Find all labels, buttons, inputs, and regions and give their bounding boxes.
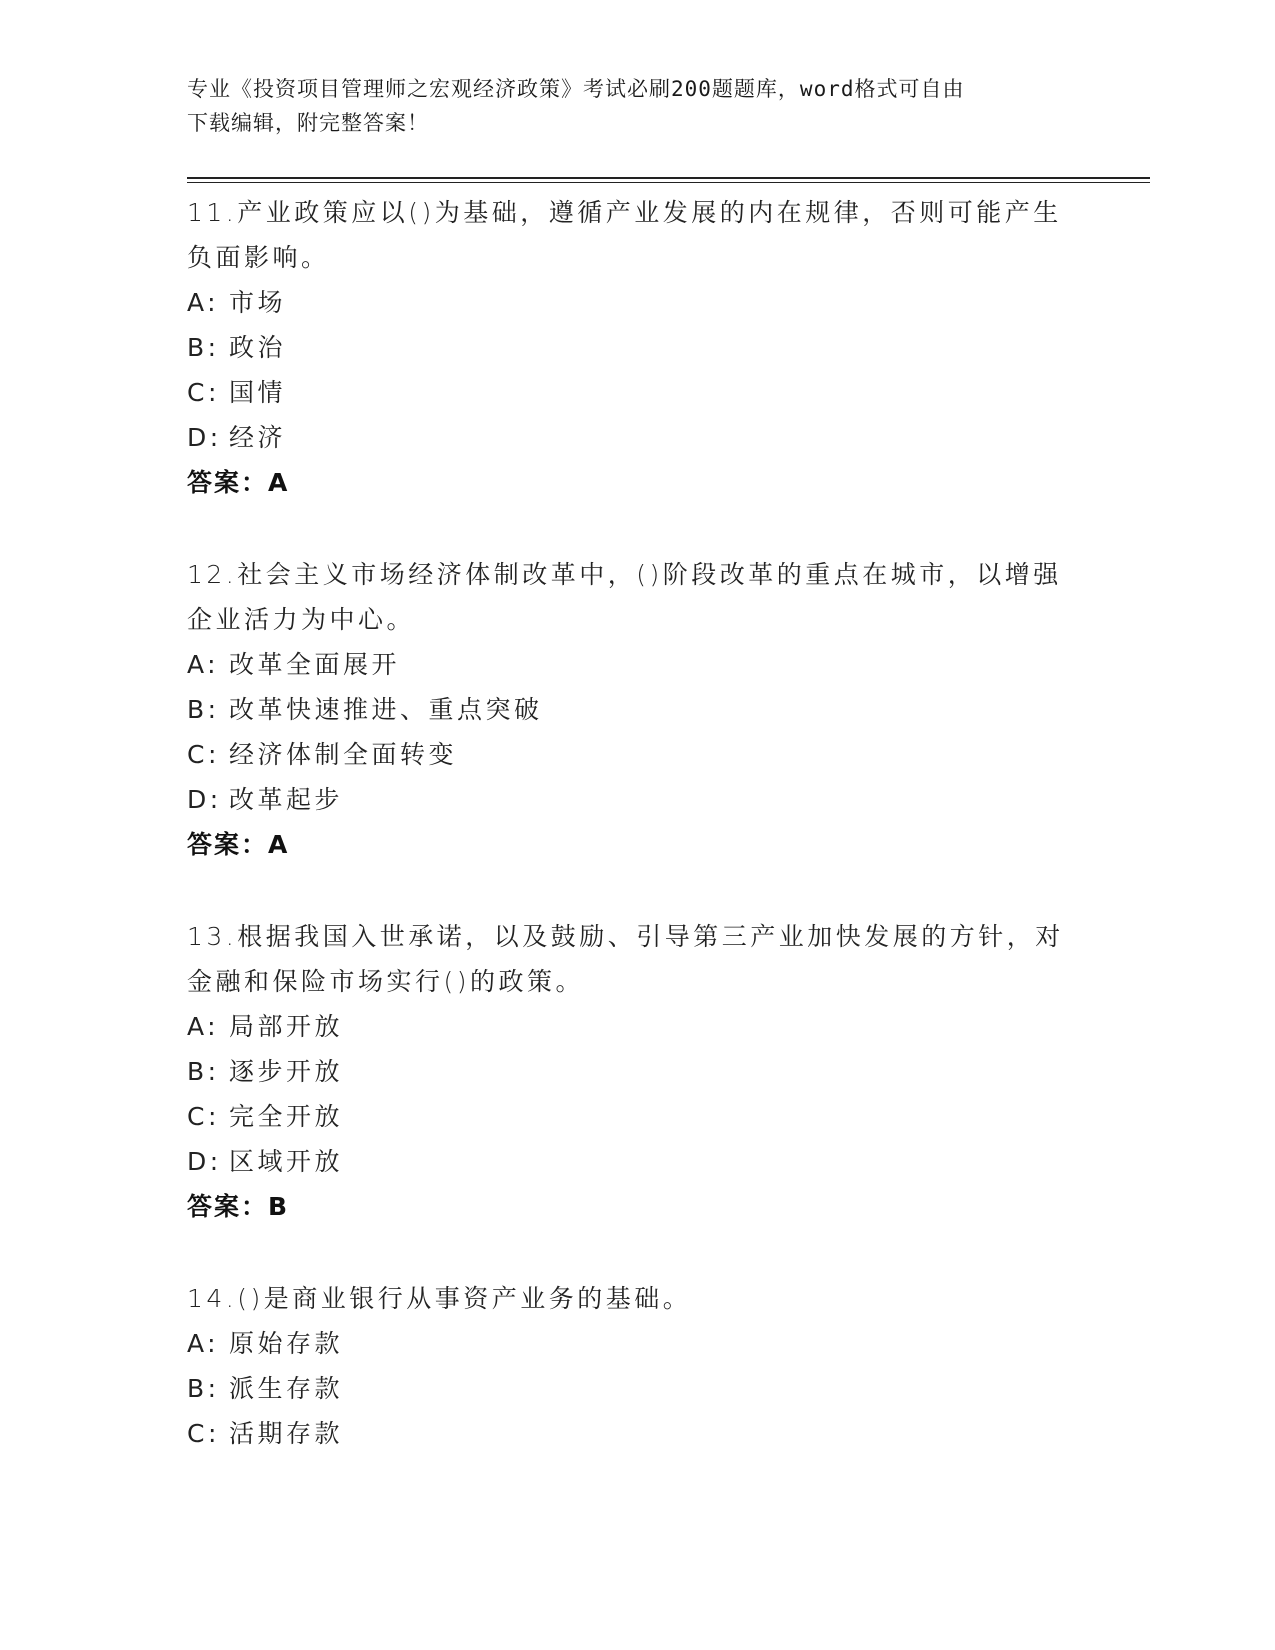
option-text: 国情 <box>229 378 287 407</box>
option-letter: B: <box>187 1374 220 1403</box>
option-a <box>187 1321 1087 1366</box>
option-text: 区域开放 <box>229 1147 344 1176</box>
option-text: 活期存款 <box>229 1419 344 1448</box>
option-letter: C: <box>187 378 220 407</box>
question-stem-line-2: 负面影响。 <box>187 243 330 272</box>
option-d <box>187 1139 1087 1184</box>
document-header <box>187 72 1067 140</box>
option-text: 改革全面展开 <box>229 650 401 679</box>
answer-line: 答案：B <box>187 1192 290 1221</box>
option-letter: C: <box>187 740 220 769</box>
question-stem-line-1: 14.()是商业银行从事资产业务的基础。 <box>187 1284 692 1313</box>
question-12 <box>187 552 1087 867</box>
option-text: 改革起步 <box>229 785 344 814</box>
question-stem-line-1: 11.产业政策应以()为基础，遵循产业发展的内在规律，否则可能产生 <box>187 198 1062 227</box>
question-stem-line-1: 12.社会主义市场经济体制改革中，()阶段改革的重点在城市，以增强 <box>187 560 1062 589</box>
option-text: 市场 <box>229 288 287 317</box>
option-letter: A: <box>187 1329 220 1358</box>
option-text: 改革快速推进、重点突破 <box>229 695 543 724</box>
answer-line: 答案：A <box>187 468 290 497</box>
option-b <box>187 1049 1087 1094</box>
answer-line: 答案：A <box>187 830 290 859</box>
option-letter: D: <box>187 785 222 814</box>
option-c <box>187 1411 1087 1456</box>
option-letter: C: <box>187 1419 220 1448</box>
option-text: 经济体制全面转变 <box>229 740 458 769</box>
option-text: 政治 <box>229 333 287 362</box>
question-list <box>187 190 1087 1456</box>
question-stem-line-1: 13.根据我国入世承诺，以及鼓励、引导第三产业加快发展的方针，对 <box>187 922 1064 951</box>
option-text: 派生存款 <box>229 1374 344 1403</box>
option-c <box>187 1094 1087 1139</box>
option-a <box>187 1004 1087 1049</box>
option-letter: A: <box>187 1012 220 1041</box>
header-line-1: 专业《投资项目管理师之宏观经济政策》考试必刷200题题库，word格式可自由 <box>187 77 965 101</box>
option-a <box>187 642 1087 687</box>
option-c <box>187 370 1087 415</box>
option-letter: D: <box>187 423 222 452</box>
question-11 <box>187 190 1087 505</box>
option-text: 经济 <box>229 423 287 452</box>
header-divider-thick <box>187 177 1150 179</box>
option-letter: B: <box>187 333 220 362</box>
option-text: 逐步开放 <box>229 1057 344 1086</box>
option-text: 原始存款 <box>229 1329 344 1358</box>
question-14 <box>187 1276 1087 1456</box>
header-line-2: 下载编辑，附完整答案！ <box>187 111 429 135</box>
option-b <box>187 325 1087 370</box>
option-b <box>187 1366 1087 1411</box>
option-letter: D: <box>187 1147 222 1176</box>
option-letter: B: <box>187 695 220 724</box>
option-letter: A: <box>187 650 220 679</box>
option-text: 局部开放 <box>229 1012 344 1041</box>
option-c <box>187 732 1087 777</box>
option-letter: A: <box>187 288 220 317</box>
question-stem-line-2: 企业活力为中心。 <box>187 605 416 634</box>
option-text: 完全开放 <box>229 1102 344 1131</box>
spacer <box>187 867 1087 914</box>
option-letter: B: <box>187 1057 220 1086</box>
question-13 <box>187 914 1087 1229</box>
header-divider-thin <box>187 182 1150 183</box>
option-d <box>187 777 1087 822</box>
question-stem-line-2: 金融和保险市场实行()的政策。 <box>187 967 585 996</box>
option-d <box>187 415 1087 460</box>
spacer <box>187 505 1087 552</box>
option-a <box>187 280 1087 325</box>
spacer <box>187 1229 1087 1276</box>
option-b <box>187 687 1087 732</box>
option-letter: C: <box>187 1102 220 1131</box>
